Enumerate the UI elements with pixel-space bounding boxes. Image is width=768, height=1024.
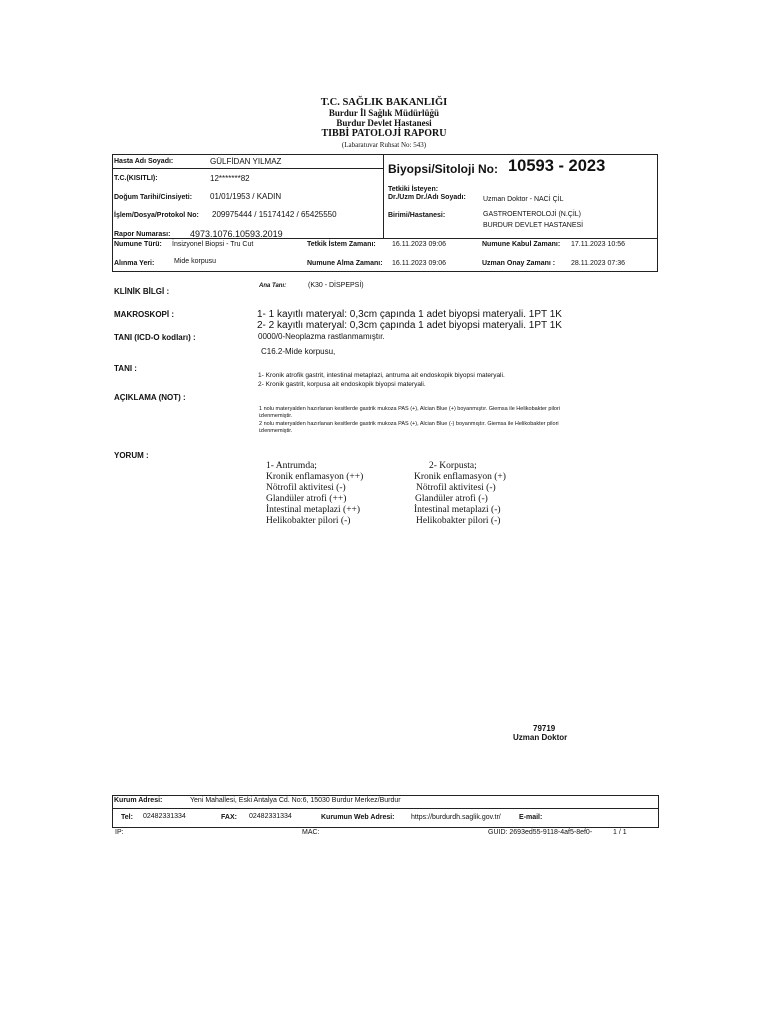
note-line-1b: izlenmemiştir. xyxy=(259,413,293,419)
report-number-label: Rapor Numarası: xyxy=(114,231,171,238)
take-time-value: 16.11.2023 09:06 xyxy=(392,260,446,267)
unit-value-1: GASTROENTEROLOJİ (N.ÇİL) xyxy=(483,211,582,218)
patient-name-value: GÜLFİDAN YILMAZ xyxy=(210,157,282,166)
comment-left-item: Helikobakter pilori (-) xyxy=(266,516,351,526)
unit-value-2: BURDUR DEVLET HASTANESİ xyxy=(483,222,584,229)
take-time-label: Numune Alma Zamanı: xyxy=(307,260,383,267)
diagnosis-label: TANI : xyxy=(114,364,137,373)
right-border xyxy=(657,154,658,272)
site-label: Alınma Yeri: xyxy=(114,260,155,267)
main-diagnosis-label: Ana Tanı: xyxy=(259,283,287,289)
comment-right-item: İntestinal metaplazi (-) xyxy=(414,505,501,515)
comment-left-item: Nötrofil aktivitesi (-) xyxy=(266,483,346,493)
request-time-label: Tetkik İstem Zamanı: xyxy=(307,241,376,248)
icd-line-2: C16.2-Mide korpusu, xyxy=(261,347,336,356)
ip-label: IP: xyxy=(115,829,124,836)
note-line-2b: izlenmemiştir. xyxy=(259,428,293,434)
address-value: Yeni Mahallesi, Eski Antalya Cd. No:6, 15030 Burdur Merkez/Burdur xyxy=(190,797,401,804)
page-number: 1 / 1 xyxy=(613,829,627,836)
icd-label: TANI (ICD-O kodları) : xyxy=(114,333,196,342)
report-number-value: 4973.1076.10593.2019 xyxy=(190,229,283,239)
web-label: Kurumun Web Adresi: xyxy=(321,814,395,821)
signature-title: Uzman Doktor xyxy=(513,733,568,742)
patient-name-label: Hasta Adı Soyadı: xyxy=(114,158,174,165)
comment-right-item: Kronik enflamasyon (+) xyxy=(414,472,506,482)
address-label: Kurum Adresi: xyxy=(114,797,163,804)
sample-type-value: İnsizyonel Biopsi - Tru Cut xyxy=(172,241,254,248)
comment-left-title: 1- Antrumda; xyxy=(266,461,317,471)
process-label: İşlem/Dosya/Protokol No: xyxy=(114,212,199,219)
tc-label: T.C.(KISITLI): xyxy=(114,175,158,182)
note-line-1a: 1 nolu materyalden hazırlanan kesitlerde gastrik mukoza PAS (+), Alcian Blue (+) boyanmıştır. Giemsa ile Helikobakter pilori xyxy=(259,406,561,412)
comment-label: YORUM : xyxy=(114,451,149,460)
approval-time-value: 28.11.2023 07:36 xyxy=(571,260,625,267)
note-label: AÇIKLAMA (NOT) : xyxy=(114,393,186,402)
unit-label: Birimi/Hastanesi: xyxy=(388,212,446,219)
macroscopy-line-2: 2- 2 kayıtlı materyal: 0,3cm çapında 1 adet biyopsi materyali. 1PT 1K xyxy=(257,320,562,331)
requester-value: Uzman Doktor - NACİ ÇİL xyxy=(483,196,564,203)
ministry-title: T.C. SAĞLIK BAKANLIĞI xyxy=(320,97,448,108)
site-value: Mide korpusu xyxy=(174,258,217,265)
note-line-2a: 2 nolu materyalden hazırlanan kesitlerde gastrik mukoza PAS (+), Alcian Blue (-) boyanmıştır. Giemsa ile Helikobakter pilori xyxy=(259,421,559,427)
icd-line-1: 0000/0-Neoplazma rastlanmamıştır. xyxy=(258,332,385,341)
macroscopy-label: MAKROSKOPİ : xyxy=(114,310,174,319)
comment-right-title: 2- Korpusta; xyxy=(429,461,477,471)
footer-divider xyxy=(112,808,658,809)
main-diagnosis-value: (K30 - DİSPEPSİ) xyxy=(308,282,364,289)
diagnosis-line-2: 2- Kronik gastrit, korpusa ait endoskopik biyopsi materyali. xyxy=(258,381,426,388)
tel-value: 02482331334 xyxy=(143,813,186,820)
hospital-title: Burdur Devlet Hastanesi xyxy=(336,118,432,128)
fax-label: FAX: xyxy=(221,814,237,821)
biopsy-number: 10593 - 2023 xyxy=(508,157,606,175)
info-bottom-border xyxy=(112,271,658,272)
comment-left-item: Kronik enflamasyon (++) xyxy=(266,472,364,482)
comment-right-item: Nötrofil aktivitesi (-) xyxy=(416,483,496,493)
mac-label: MAC: xyxy=(302,829,320,836)
accept-time-value: 17.11.2023 10:56 xyxy=(571,241,625,248)
report-title: TIBBİ PATOLOJİ RAPORU xyxy=(321,128,447,139)
comment-left-item: Glandüler atrofi (++) xyxy=(266,494,347,504)
requester-label-2: Dr./Uzm Dr./Adı Soyadı: xyxy=(388,194,466,201)
macroscopy-line-1: 1- 1 kayıtlı materyal: 0,3cm çapında 1 adet biyopsi materyali. 1PT 1K xyxy=(257,309,562,320)
directorate-title: Burdur İl Sağlık Müdürlüğü xyxy=(328,108,440,118)
comment-left-item: İntestinal metaplazi (++) xyxy=(266,505,361,515)
guid-value: GUID: 2693ed55-9118-4af5-8ef0- xyxy=(488,829,593,836)
requester-label-1: Tetkiki İsteyen: xyxy=(388,186,439,193)
license-number: (Labaratuvar Ruhsat No: 543) xyxy=(341,141,427,149)
email-label: E-mail: xyxy=(519,814,543,821)
name-row-line xyxy=(112,168,383,169)
signature-code: 79719 xyxy=(533,724,556,733)
top-border xyxy=(112,154,658,155)
approval-time-label: Uzman Onay Zamanı : xyxy=(482,260,556,267)
clinical-label: KLİNİK BİLGİ : xyxy=(114,287,170,296)
comment-right-item: Helikobakter pilori (-) xyxy=(416,516,501,526)
column-divider xyxy=(383,154,384,239)
birth-value: 01/01/1953 / KADIN xyxy=(210,192,282,201)
left-border xyxy=(112,154,113,272)
tel-label: Tel: xyxy=(121,814,133,821)
tc-value: 12*******82 xyxy=(210,174,250,183)
request-time-value: 16.11.2023 09:06 xyxy=(392,241,446,248)
sample-type-label: Numune Türü: xyxy=(114,241,162,248)
comment-right-item: Glandüler atrofi (-) xyxy=(415,494,488,504)
biopsy-label: Biyopsi/Sitoloji No: xyxy=(388,162,498,176)
web-value[interactable]: https://burdurdh.saglik.gov.tr/ xyxy=(411,814,501,821)
birth-label: Doğum Tarihi/Cinsiyeti: xyxy=(114,194,193,201)
fax-value: 02482331334 xyxy=(249,813,292,820)
process-value: 209975444 / 15174142 / 65425550 xyxy=(212,210,337,219)
accept-time-label: Numune Kabul Zamanı: xyxy=(482,241,561,248)
diagnosis-line-1: 1- Kronik atrofik gastrit, intestinal metaplazi, antruma ait endoskopik biyopsi materyali. xyxy=(258,372,505,379)
